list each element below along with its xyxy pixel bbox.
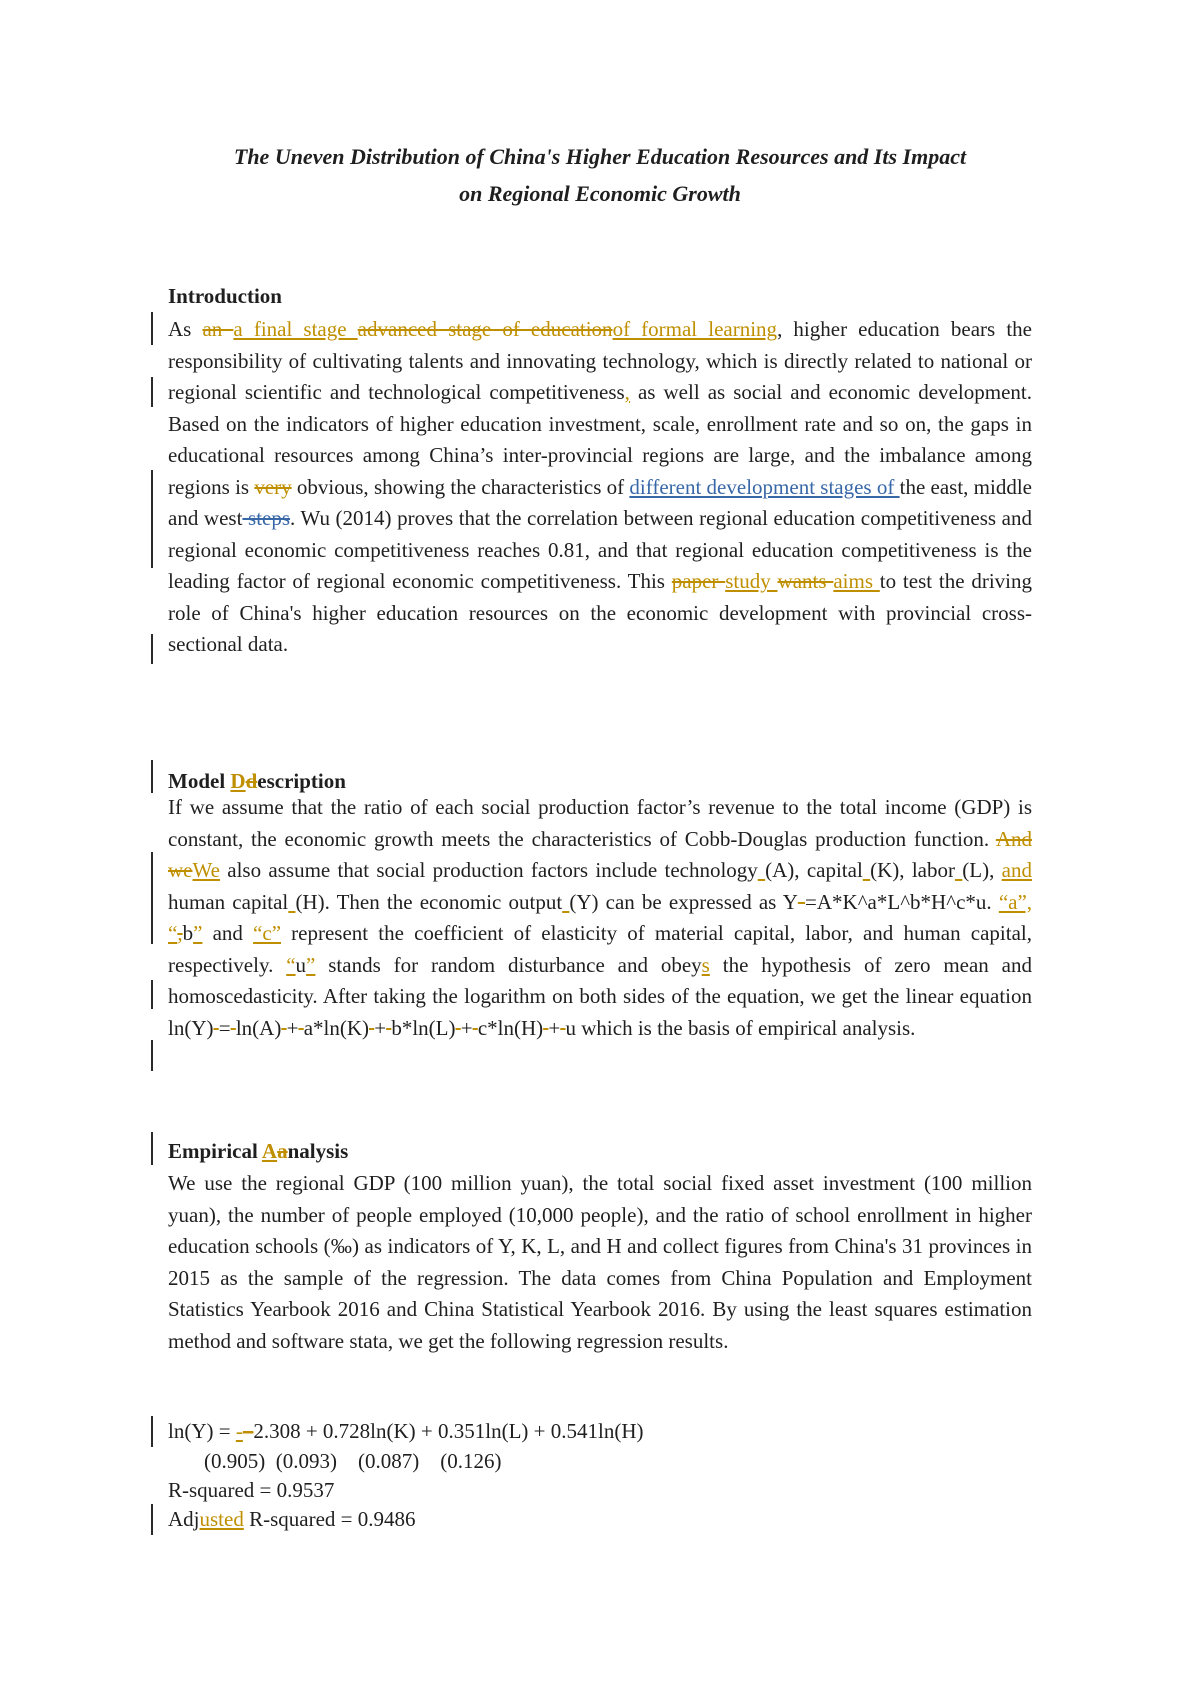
text-run: u which is the basis of empirical analysis.: [565, 1015, 916, 1040]
text-run: represent the coefficient of elasticity of material capital, labor, and human capital, respectively.: [168, 921, 1032, 977]
inserted-text-run: usted: [199, 1507, 244, 1531]
paper-title: [168, 138, 1032, 212]
paragraph-introduction: [168, 314, 1032, 661]
deleted-text-run: ,: [177, 921, 183, 945]
deleted-text-run: wants: [777, 569, 834, 593]
text-run: and: [202, 921, 254, 945]
change-bar: [151, 1132, 153, 1165]
text-run: (A), capital: [765, 858, 863, 882]
text-run: nalysis: [287, 1139, 349, 1163]
regression-equation-line: [168, 1416, 1032, 1446]
text-run: We use the regional GDP (100 million yuan), the total social fixed asset investment (100 million yuan), the number of people employed (10,000 people), and the ratio of school enrollment in higher education schools (‰) as indicators of Y, K, L, and H and collect figures from China's 31 provinces in 2015 as the sample of the regression. The data comes from China Population and Employment Statistics Yearbook 2016 and China Statistical Yearbook 2016. By using the least squares estimation method and software stata, we get the following regression results.: [168, 1171, 1032, 1353]
inserted-text-run: ”: [193, 921, 203, 945]
inserted-text-run: D: [230, 769, 246, 793]
change-bar: [151, 470, 153, 568]
text-run: +: [548, 1015, 561, 1040]
section-heading-empirical-analysis: [168, 1136, 1032, 1166]
inserted-text-run: study: [725, 569, 778, 593]
text-run: b: [182, 921, 194, 945]
text-run: Model: [168, 769, 231, 793]
text-run: ln(A): [235, 1015, 282, 1040]
inserted-text-run: aims: [833, 569, 880, 593]
paper-title-line-2: on Regional Economic Growth: [459, 181, 741, 206]
text-run: Adj: [168, 1507, 200, 1531]
inserted-text-run: “: [286, 952, 296, 977]
inserted-text-run: and: [1001, 858, 1032, 882]
text-run: stands for random disturbance and obey: [315, 952, 702, 977]
text-run: 2.308 + 0.728ln(K) + 0.351ln(L) + 0.541ln(H): [253, 1419, 644, 1443]
text-run: (0.905) (0.093) (0.087) (0.126): [204, 1449, 502, 1473]
inserted-text-run: a final stage: [233, 317, 358, 341]
text-run: +: [286, 1015, 299, 1040]
regression-adjusted-r-squared-line: [168, 1504, 1032, 1534]
inserted-text-run: of formal learning: [612, 317, 778, 341]
deleted-text-run: an: [202, 317, 234, 341]
deleted-text-run: a: [277, 1139, 288, 1163]
deleted-text-run: steps: [242, 506, 291, 530]
paper-title-line-1: The Uneven Distribution of China's Higher Education Resources and Its Impact: [233, 144, 967, 169]
deleted-text-run: advanced stage of education: [357, 317, 613, 341]
text-run: b*ln(L): [391, 1015, 456, 1040]
change-bar: [151, 1416, 153, 1447]
regression-standard-errors-line: [168, 1446, 1068, 1476]
change-bar: [151, 312, 153, 345]
inserted-text-run: “c”: [253, 921, 282, 945]
inserted-text-run: different development stages of: [629, 474, 900, 499]
change-bar: [151, 980, 153, 1009]
paragraph-model-description: [168, 792, 1032, 1044]
change-bar: [151, 852, 153, 944]
text-run: . Wu (2014) proves that the correlation between regional education competitiveness and regional economic competitiveness reaches 0.81, and that regional education competitiveness is the leading factor of regional economic competitiveness. This: [168, 506, 1032, 593]
inserted-text-run: ,: [624, 380, 630, 404]
text-run: As: [168, 317, 203, 341]
text-run: ln(Y) =: [168, 1419, 236, 1443]
change-bar: [151, 1504, 153, 1535]
regression-r-squared-line: [168, 1475, 1032, 1505]
text-run: , higher education bears the responsibility of cultivating talents and innovating technology, which is directly related to national or regional scientific and technological competitiveness: [168, 317, 1032, 404]
text-run: =A*K^a*L^b*H^c*u.: [805, 889, 999, 914]
text-run: R-squared = 0.9486: [243, 1507, 416, 1531]
deleted-text-run: –: [242, 1419, 254, 1443]
change-bar: [151, 377, 153, 407]
text-run: u: [295, 952, 307, 977]
text-run: +: [460, 1015, 473, 1040]
text-run: (H). Then the economic output: [295, 889, 563, 914]
text-run: a*ln(K): [303, 1015, 369, 1040]
change-bar: [151, 760, 153, 793]
text-run: If we assume that the ratio of each social production factor’s revenue to the total income (GDP) is constant, the economic growth meets the characteristics of Cobb-Douglas production function.: [168, 795, 1032, 851]
change-bar: [151, 634, 153, 664]
deleted-text-run: paper: [671, 569, 726, 593]
paragraph-empirical-analysis: [168, 1168, 1032, 1357]
inserted-text-run: ”: [306, 952, 316, 977]
text-run: (L),: [962, 858, 1002, 882]
text-run: (Y) can be expressed as Y: [569, 889, 798, 914]
deleted-text-run: very: [254, 474, 292, 499]
text-run: as well as social and economic development. Based on the indicators of higher education investment, scale, enrollment rate and so on, the gaps in educational resources among China’s inter-provincial regions are large, and the imbalance among regions is: [168, 380, 1032, 499]
text-run: (K), labor: [870, 858, 955, 882]
inserted-text-run: We: [192, 858, 220, 882]
section-heading-introduction: [168, 281, 1032, 311]
text-run: escription: [257, 769, 346, 793]
deleted-text-run: d: [245, 769, 258, 793]
deleted-text-run: And we: [168, 826, 1032, 882]
text-run: the east, middle and west: [168, 474, 1032, 530]
text-run: also assume that social production factors include technology: [219, 858, 758, 882]
inserted-text-run: “a”, “: [168, 889, 1033, 945]
text-run: to test the driving role of China's higher education resources on the economic development with provincial cross-sectional data.: [168, 569, 1032, 656]
inserted-text-run: [758, 858, 765, 882]
text-run: +: [374, 1015, 387, 1040]
text-run: obvious, showing the characteristics of: [291, 474, 630, 499]
change-bar: [151, 1040, 153, 1071]
text-run: =: [218, 1015, 231, 1040]
text-run: Empirical: [168, 1139, 262, 1163]
inserted-text-run: A: [261, 1139, 278, 1163]
inserted-text-run: -: [235, 1419, 243, 1443]
text-run: Introduction: [168, 284, 282, 308]
text-run: human capital: [168, 889, 289, 914]
text-run: R-squared = 0.9537: [168, 1478, 335, 1502]
text-run: the hypothesis of zero mean and homoscedasticity. After taking the logarithm on both sides of the equation, we get the linear equation ln(Y): [168, 952, 1032, 1040]
inserted-text-run: s: [701, 952, 710, 977]
deleted-text-run: [798, 890, 805, 914]
text-run: c*ln(H): [477, 1015, 544, 1040]
inserted-text-run: [863, 858, 870, 882]
